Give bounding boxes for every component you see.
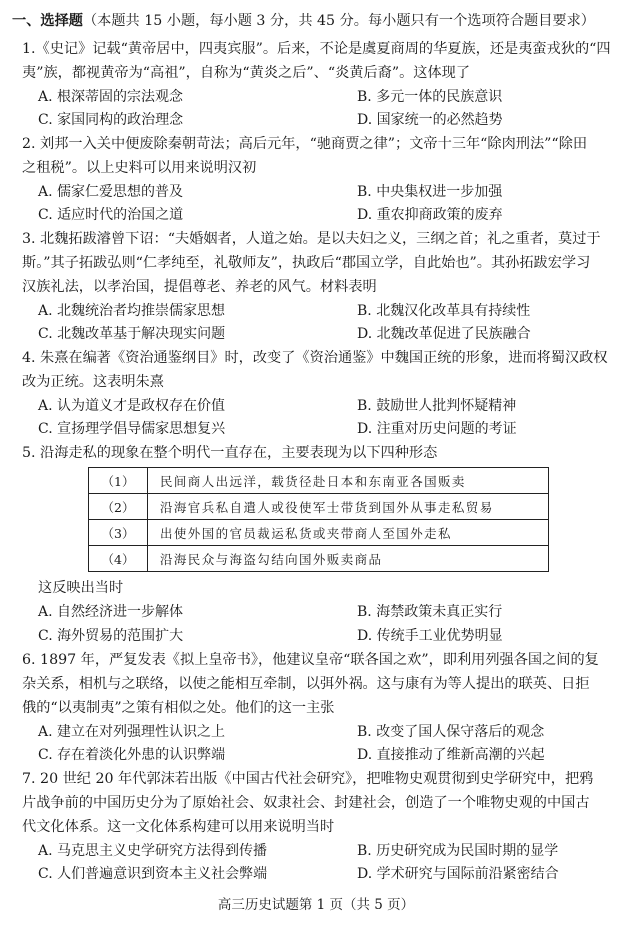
section-title: 一、选择题 bbox=[12, 13, 83, 29]
table-cell-description: 民间商人出远洋，载货径赴日本和东南亚各国贩卖 bbox=[148, 468, 549, 494]
question-2-option-d[interactable]: D. 重农抑商政策的废弃 bbox=[357, 207, 503, 223]
question-1-stem-line: 夷”族，都视黄帝为“高祖”，自称为“黄炎之后”、“炎黄后裔”。这体现了 bbox=[22, 65, 471, 81]
question-3-option-a[interactable]: A. 北魏统治者均推崇儒家思想 bbox=[38, 303, 226, 319]
question-2-stem-line: 2. 刘邦一入关中便废除秦朝苛法；高后元年，“驰商贾之律”；文帝十三年“除肉刑法”“除田 bbox=[22, 136, 588, 152]
question-4-option-a[interactable]: A. 认为道义才是政权存在价值 bbox=[38, 398, 226, 414]
question-6-option-d[interactable]: D. 直接推动了维新高潮的兴起 bbox=[357, 747, 545, 763]
question-5-stem-line: 5. 沿海走私的现象在整个明代一直存在，主要表现为以下四种形态 bbox=[22, 445, 438, 461]
question-6-stem-line: 杂关系，相机与之联络，以使之能相互牵制，以弭外祸。这与康有为等人提出的联英、日拒 bbox=[22, 676, 590, 692]
question-4-option-c[interactable]: C. 宣扬理学倡导儒家思想复兴 bbox=[38, 421, 226, 437]
question-6-stem-line: 俄的“以夷制夷”之策有相似之处。他们的这一主张 bbox=[22, 700, 335, 716]
question-3-option-b[interactable]: B. 北魏汉化改革具有持续性 bbox=[357, 303, 531, 319]
table-row bbox=[89, 468, 549, 494]
question-3-stem-line: 汉族礼法，以孝治国，提倡尊老、养老的风气。材料表明 bbox=[22, 279, 377, 295]
table-cell-number: （4） bbox=[89, 546, 148, 572]
question-4-stem-line: 4. 朱熹在编著《资治通鉴纲目》时，改变了《资治通鉴》中魏国正统的形象，进而将蜀汉政权 bbox=[22, 350, 608, 366]
table-row bbox=[89, 494, 549, 520]
table-row bbox=[89, 520, 549, 546]
question-3-stem-line: 斯。”其子拓跋弘则“仁孝纯至，礼敬师友”，执政后“郡国立学，自此始也”。其孙拓跋宏学习 bbox=[22, 255, 591, 271]
smuggling-forms-table bbox=[88, 467, 549, 572]
table-row bbox=[89, 546, 549, 572]
question-2-option-a[interactable]: A. 儒家仁爱思想的普及 bbox=[38, 184, 184, 200]
table-cell-description: 沿海民众与海盗勾结向国外贩卖商品 bbox=[148, 546, 549, 572]
question-2-stem-line: 之租税”。以上史料可以用来说明汉初 bbox=[22, 160, 257, 176]
question-7-stem-line: 代文化体系。这一文化体系构建可以用来说明当时 bbox=[22, 819, 335, 835]
question-5-option-a[interactable]: A. 自然经济进一步解体 bbox=[38, 604, 184, 620]
question-2-option-b[interactable]: B. 中央集权进一步加强 bbox=[357, 184, 503, 200]
question-5-stem-tail: 这反映出当时 bbox=[38, 580, 124, 596]
table-cell-description: 沿海官兵私自遣人或役使军士带货到国外从事走私贸易 bbox=[148, 494, 549, 520]
question-6-stem-line: 6. 1897 年，严复发表《拟上皇帝书》，他建议皇帝“联各国之欢”，即利用列强各国之间的复 bbox=[22, 652, 599, 668]
question-3-stem-line: 3. 北魏拓跋濬曾下诏：“夫婚姻者，人道之始。是以夫妇之义，三纲之首；礼之重者，莫过于 bbox=[22, 231, 601, 247]
question-1-option-c[interactable]: C. 家国同构的政治理念 bbox=[38, 112, 184, 128]
question-7-option-b[interactable]: B. 历史研究成为民国时期的显学 bbox=[357, 843, 559, 859]
question-7-option-a[interactable]: A. 马克思主义史学研究方法得到传播 bbox=[38, 843, 268, 859]
question-4-option-d[interactable]: D. 注重对历史问题的考证 bbox=[357, 421, 517, 437]
question-6-option-a[interactable]: A. 建立在对列强理性认识之上 bbox=[38, 724, 226, 740]
section-instructions: （本题共 15 小题，每小题 3 分，共 45 分。每小题只有一个选项符合题目要求） bbox=[82, 13, 595, 29]
page-footer: 高三历史试题第 1 页（共 5 页） bbox=[217, 897, 415, 913]
question-3-option-c[interactable]: C. 北魏改革基于解决现实问题 bbox=[38, 326, 226, 342]
question-5-option-d[interactable]: D. 传统手工业优势明显 bbox=[357, 628, 503, 644]
question-1-option-a[interactable]: A. 根深蒂固的宗法观念 bbox=[38, 89, 184, 105]
question-1-option-b[interactable]: B. 多元一体的民族意识 bbox=[357, 89, 503, 105]
question-3-option-d[interactable]: D. 北魏改革促进了民族融合 bbox=[357, 326, 531, 342]
table-cell-description: 出使外国的官员裁运私货或夹带商人至国外走私 bbox=[148, 520, 549, 546]
question-5-option-b[interactable]: B. 海禁政策未真正实行 bbox=[357, 604, 503, 620]
question-4-option-b[interactable]: B. 鼓励世人批判怀疑精神 bbox=[357, 398, 517, 414]
question-1-stem-line: 1.《史记》记载“黄帝居中，四夷宾服”。后来，不论是虞夏商周的华夏族，还是夷蛮戎狄的“四 bbox=[22, 41, 611, 57]
question-5-option-c[interactable]: C. 海外贸易的范围扩大 bbox=[38, 628, 184, 644]
table-cell-number: （3） bbox=[89, 520, 148, 546]
question-7-stem-line: 片战争前的中国历史分为了原始社会、奴隶社会、封建社会，创造了一个唯物史观的中国古 bbox=[22, 795, 590, 811]
table-cell-number: （2） bbox=[89, 494, 148, 520]
table-cell-number: （1） bbox=[89, 468, 148, 494]
question-6-option-b[interactable]: B. 改变了国人保守落后的观念 bbox=[357, 724, 545, 740]
question-7-stem-line: 7. 20 世纪 20 年代郭沫若出版《中国古代社会研究》，把唯物史观贯彻到史学研究中，把鸦 bbox=[22, 771, 594, 787]
section-heading bbox=[12, 12, 595, 30]
question-1-option-d[interactable]: D. 国家统一的必然趋势 bbox=[357, 112, 503, 128]
question-4-stem-line: 改为正统。这表明朱熹 bbox=[22, 374, 164, 390]
question-6-option-c[interactable]: C. 存在着淡化外患的认识弊端 bbox=[38, 747, 226, 763]
question-7-option-c[interactable]: C. 人们普遍意识到资本主义社会弊端 bbox=[38, 866, 268, 882]
question-2-option-c[interactable]: C. 适应时代的治国之道 bbox=[38, 207, 184, 223]
question-7-option-d[interactable]: D. 学术研究与国际前沿紧密结合 bbox=[357, 866, 559, 882]
